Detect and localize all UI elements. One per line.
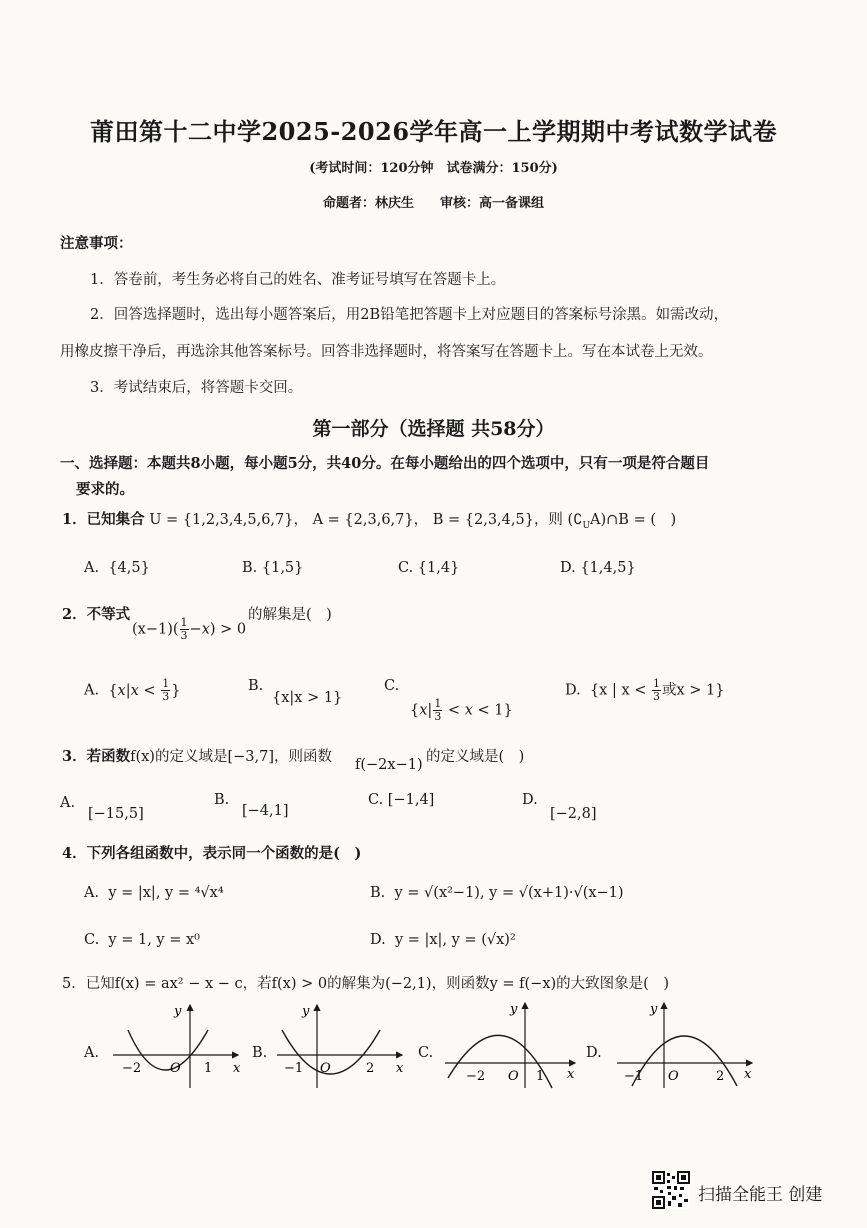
q5-graph-d <box>612 998 762 1090</box>
tick-label: −1 <box>284 1061 304 1076</box>
exam-title: 莆田第十二中学2025-2026学年高一上学期期中考试数学试卷 <box>89 117 778 146</box>
x-axis-label: x <box>233 1061 241 1076</box>
q3-stem: 3．若函数f(x)的定义域是[−3,7]，则函数 <box>62 748 332 765</box>
q5-option-c: C. <box>418 1045 434 1061</box>
q3-option-d: D. <box>522 792 538 808</box>
q5-graph-a <box>108 1000 248 1090</box>
q5-graph-c <box>440 998 585 1090</box>
tick-label: −1 <box>624 1069 644 1084</box>
q3-option-c: C. [−1,4] <box>368 792 435 808</box>
tick-label: 1 <box>536 1069 545 1084</box>
origin-label: O <box>668 1069 679 1084</box>
q5-stem: 5．已知f(x) = ax² − x − c，若f(x) > 0的解集为(−2,1)，则函数y = f(−x)的大致图象是( ) <box>62 976 669 992</box>
tick-label: −2 <box>466 1069 486 1084</box>
q4-option-b: B. y = √(x²−1), y = √(x+1)·√(x−1) <box>370 885 624 901</box>
q4-option-d: D. y = |x|, y = (√x)² <box>370 932 516 948</box>
q3-option-b-text: [−4,1] <box>242 803 289 819</box>
y-axis-label: y <box>650 1002 658 1017</box>
tick-label: 1 <box>204 1061 213 1076</box>
q5-option-b: B. <box>252 1045 268 1061</box>
q3-option-a: A. <box>60 795 76 811</box>
q1-option-b: B. {1,5} <box>242 560 304 576</box>
q1-option-c: C. {1,4} <box>398 560 460 576</box>
tick-label: 2 <box>716 1069 725 1084</box>
y-axis-label: y <box>302 1004 310 1019</box>
section-title: 第一部分（选择题 共58分） <box>312 418 555 440</box>
exam-info: (考试时间：120分钟 试卷满分：150分) <box>309 161 558 176</box>
x-axis-label: x <box>396 1061 404 1076</box>
qr-code-icon <box>652 1171 690 1209</box>
q3-option-d-text: [−2,8] <box>550 806 597 822</box>
q2-tail: 的解集是( ) <box>248 607 332 623</box>
origin-label: O <box>508 1069 519 1084</box>
q4-option-a: A. y = |x|, y = ⁴√x⁴ <box>84 885 224 901</box>
q3-func: f(−2x−1) <box>355 757 423 773</box>
section-instruction: 一、选择题：本题共8小题，每小题5分，共40分。在每小题给出的四个选项中，只有一项是符合题目 <box>60 455 710 472</box>
scanner-watermark: 扫描全能王 创建 <box>698 1185 823 1205</box>
origin-label: O <box>170 1061 181 1076</box>
q5-graph-b <box>272 1000 412 1090</box>
section-instruction-cont: 要求的。 <box>76 481 134 498</box>
q1-option-d: D. {1,4,5} <box>560 560 636 576</box>
x-axis-label: x <box>567 1067 575 1082</box>
q1-stem: 1．已知集合 U = {1,2,3,4,5,6,7}， A = {2,3,6,7}， B = {2,3,4,5}，则 $(∁_UA)\cap B$ = ( ) <box>62 511 677 531</box>
tick-label: 2 <box>366 1061 375 1076</box>
q2-option-b: B. <box>248 678 264 694</box>
note-item-2-cont: 用橡皮擦干净后，再选涂其他答案标号。回答非选择题时，将答案写在答题卡上。写在本试卷上无效。 <box>60 344 713 360</box>
tick-label: −2 <box>122 1061 142 1076</box>
q2-option-b-text: {x|x > 1} <box>272 690 343 706</box>
q5-option-d: D. <box>586 1045 602 1061</box>
notes-heading: 注意事项： <box>60 235 133 252</box>
q2-option-c-text: {x| $\frac{1}{3}$ < x < 1} <box>410 697 513 723</box>
y-axis-label: y <box>510 1002 518 1017</box>
note-item-3: 3．考试结束后，将答题卡交回。 <box>90 380 303 396</box>
exam-authors: 命题者：林庆生 审核：高一备课组 <box>322 196 544 211</box>
q2-inequality: (x−1)( $\frac{1}{3}$ −x) > 0 <box>132 616 247 642</box>
note-item-2: 2．回答选择题时，选出每小题答案后，用2B铅笔把答题卡上对应题目的答案标号涂黑。如需改动， <box>90 307 729 323</box>
q3-option-a-text: [−15,5] <box>88 806 144 822</box>
q3-tail: 的定义域是( ) <box>426 749 525 765</box>
origin-label: O <box>320 1061 331 1076</box>
q4-option-c: C. y = 1, y = x⁰ <box>84 932 200 948</box>
note-item-1: 1．答卷前，考生务必将自己的姓名、准考证号填写在答题卡上。 <box>90 272 506 288</box>
q3-option-b: B. <box>214 792 230 808</box>
q2-option-a: A. {x|x < $\frac{1}{3}$ } <box>84 677 181 703</box>
q2-stem: 2．不等式 <box>62 606 131 623</box>
q4-stem: 4．下列各组函数中，表示同一个函数的是( ) <box>62 845 362 862</box>
y-axis-label: y <box>174 1004 182 1019</box>
q2-option-d: D. {x | x < $\frac{1}{3}$ 或x > 1} <box>565 677 725 703</box>
q5-option-a: A. <box>84 1045 100 1061</box>
q1-option-a: A. {4,5} <box>84 560 150 576</box>
x-axis-label: x <box>744 1067 752 1082</box>
q2-option-c: C. <box>384 678 400 694</box>
